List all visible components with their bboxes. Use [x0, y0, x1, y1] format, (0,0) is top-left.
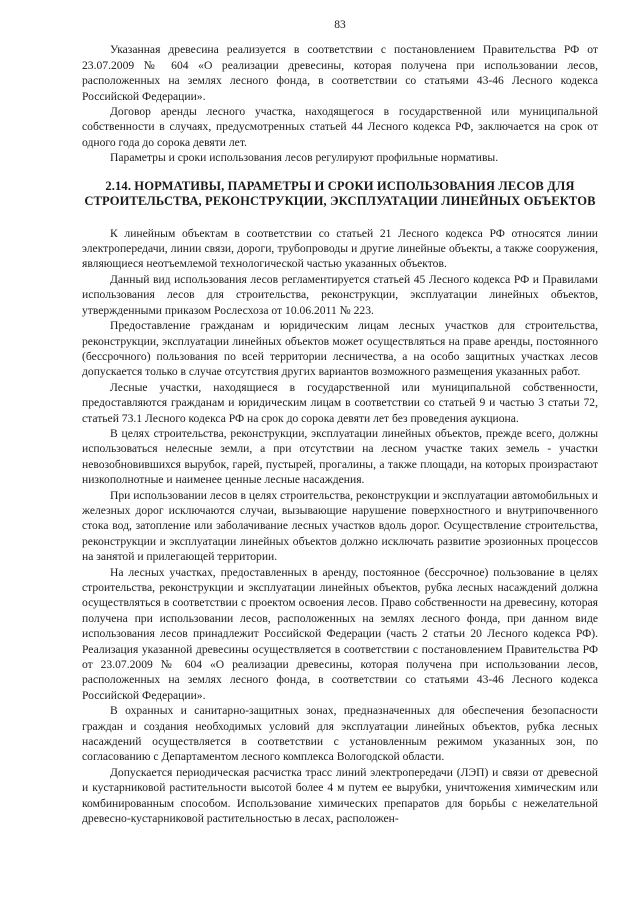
paragraph-protection-zones: В охранных и санитарно-защитных зонах, предназначенных для обеспечения безопасности граждан и создания необходимых условий для эксплуатации линейных объектов, рубка лесных насаждений осуществляется в соответствии с установленным режимом указанных зон, по согласованию с Департаментом лесного комплекса Вологодской области. — [82, 704, 598, 764]
paragraph-state-land: Лесные участки, находящиеся в государственной или муниципальной собственности, предоставляются гражданам и юридическим лицам в соответствии со статьей 9 и частью 3 статьи 72, статьей 73.1 Лесного кодекса РФ на срок до сорока девяти лет без проведения аукциона. — [82, 380, 598, 425]
paragraph-linear-objects: К линейным объектам в соответствии со статьей 21 Лесного кодекса РФ относятся линии электропередачи, линии связи, дороги, трубопроводы и другие линейные объекты, а также сооружения, являющиеся неотъемлемой технологической частью указанных объектов. — [82, 226, 598, 271]
paragraph-lease-term: Договор аренды лесного участка, находящегося в государственной или муниципальной собственности в случаях, предусмотренных статьей 44 Лесного кодекса РФ, заключается на срок от одного года до сорока девяти лет. — [82, 105, 598, 149]
paragraph-roads: При использовании лесов в целях строительства, реконструкции и эксплуатации автомобильных и железных дорог исключаются случаи, вызывающие нарушение поверхностного и внутрипочвенного стока вод, затопление или заболачивание лесных участков вдоль дорог. Осуществление строительства, реконструкции и эксплуатации линейных объектов должно исключать развитие эрозионных процессов на занятой и прилегающей территории. — [82, 488, 598, 564]
section-heading: 2.14. НОРМАТИВЫ, ПАРАМЕТРЫ И СРОКИ ИСПОЛЬЗОВАНИЯ ЛЕСОВ ДЛЯ СТРОИТЕЛЬСТВА, РЕКОНСТРУКЦИИ, ЭКСПЛУАТАЦИИ ЛИНЕЙНЫХ ОБЪЕКТОВ — [84, 178, 596, 208]
paragraph-clearing: Допускается периодическая расчистка трасс линий электропередачи (ЛЭП) и связи от древесной и кустарниковой растительности высотой более 4 м путем ее вырубки, уничтожения химическим или комбинированным способом. Использование химических препаратов для борьбы с нежелательной древесно-кустарниковой растительностью в лесах, расположен- — [82, 765, 598, 826]
page-number: 83 — [334, 19, 346, 31]
paragraph-regulation: Данный вид использования лесов регламентируется статьей 45 Лесного кодекса РФ и Правилами использования лесов для строительства, реконструкции, эксплуатации линейных объектов, утвержденными приказом Рослесхоза от 10.06.2011 № 223. — [82, 272, 598, 317]
paragraph-norms: Параметры и сроки использования лесов регулируют профильные нормативы. — [110, 151, 499, 165]
paragraph-provision: Предоставление гражданам и юридическим лицам лесных участков для строительства, реконструкции, эксплуатации линейных объектов может осуществляться на праве аренды, постоянного (бессрочного) пользования по всей территории лесничества, а на особо защитных участках лесов допускается только в случае отсутствия других вариантов возможного размещения указанных работ. — [82, 319, 598, 379]
paragraph-non-forest-land: В целях строительства, реконструкции, эксплуатации линейных объектов, прежде всего, должны использоваться нелесные земли, а при отсутствии на лесном участке таких земель - участки невозобновившихся вырубок, гарей, пустырей, прогалины, а также площади, на которых произрастают низкополнотные и наименее ценные лесные насаждения. — [82, 426, 598, 487]
paragraph-felling: На лесных участках, предоставленных в аренду, постоянное (бессрочное) пользование в целях строительства, реконструкции и эксплуатации линейных объектов, рубка лесных насаждений должна осуществляться в соответствии с проектом освоения лесов. Право собственности на древесину, которая получена при использовании лесов, расположенных на землях лесного фонда, при данном виде использования лесов принадлежит Российской Федерации (часть 2 статьи 20 Лесного кодекса РФ). Реализация указанной древесины осуществляется в соответствии с постановлением Правительства РФ от 23.07.2009 № 604 «О реализации древесины, которая получена при использовании лесов, расположенных на землях лесного фонда, в соответствии со статьями 43-46 Лесного кодекса Российской Федерации». — [82, 565, 598, 702]
paragraph-timber-sale: Указанная древесина реализуется в соответствии с постановлением Правительства РФ от 23.07.2009 № 604 «О реализации древесины, которая получена при использовании лесов, расположенных на землях лесного фонда, в соответствии со статьями 43-46 Лесного кодекса Российской Федерации». — [82, 43, 598, 103]
